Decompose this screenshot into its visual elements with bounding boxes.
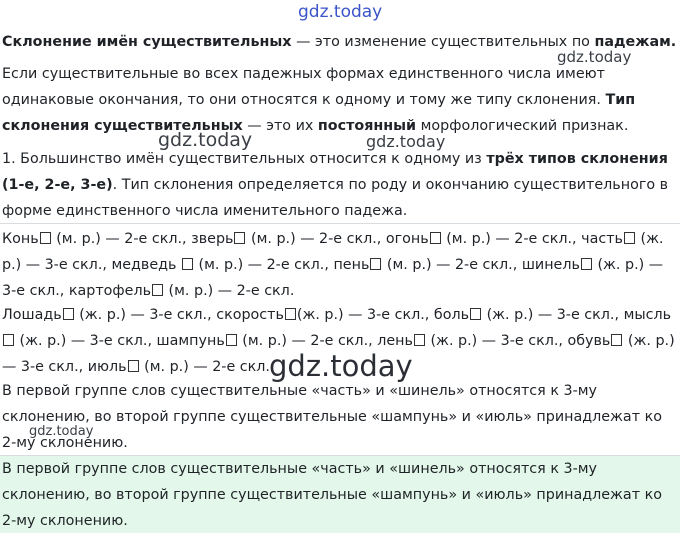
group2-item: мысль (ж. р.) — 3-е скл., [2, 307, 671, 349]
blank-box [128, 360, 139, 372]
watermark-a: gdz.today [557, 48, 632, 66]
endings-text: Если существительные во всех падежных формах единственного числа имеют одинаковые окончания, то они относятся к одному и тому же типу склонения. [2, 66, 606, 108]
endings-mid: — это их [242, 118, 318, 134]
group2-item: шампунь (м. р.) — 2-е скл., [156, 333, 378, 349]
blank-box [234, 232, 245, 244]
group2-item: обувь (ж. р.) — 3-е скл., [2, 333, 675, 375]
rule1-bold: трёх типов склонения (1-е, 2-е, 3-е) [2, 151, 668, 193]
endings-bold-constant: постоянный [317, 118, 417, 134]
rule1-end: . Тип склонения определяется по роду и окончанию существительного в форме единственного числа именительного падежа. [2, 177, 669, 219]
blank-box [611, 334, 622, 346]
group1-item: зверь (м. р.) — 2-е скл., [191, 231, 386, 247]
blank-box [3, 334, 14, 346]
blank-box [226, 334, 237, 346]
blank-box [414, 334, 425, 346]
answer-paragraph: В первой группе слов существительные «часть» и «шинель» относятся к 3-му склонению, во второй группе существительные «шампунь» и «июль» принадлежат ко 2-му склонению. [2, 383, 662, 451]
blank-box [182, 258, 193, 270]
definition-term: Склонение имён существительных [2, 34, 292, 50]
blank-box [624, 232, 635, 244]
answer-highlight-block: В первой группе слов существительные «часть» и «шинель» относятся к 3-му склонению, во второй группе существительные «шампунь» и «июль» принадлежат ко 2-му склонению. [0, 456, 680, 533]
definition-bold-end: падежам. [594, 34, 677, 50]
endings-bold-term: Тип склонения существительных [2, 92, 636, 134]
watermark-top: gdz.today [298, 2, 383, 22]
blank-box [581, 258, 592, 270]
group2-item: Лошадь (ж. р.) — 3-е скл., [2, 307, 217, 323]
group1-item: часть (ж. р.) — 3-е скл., [2, 231, 664, 273]
group2-item: июль (м. р.) — 2-е скл. [87, 359, 270, 375]
watermark-c: gdz.today [366, 132, 446, 151]
blank-box [470, 308, 481, 320]
group2-item: лень (ж. р.) — 3-е скл., [377, 333, 568, 349]
divider-top [0, 223, 680, 224]
blank-box [63, 308, 74, 320]
blank-box [40, 232, 51, 244]
watermark-b: gdz.today [158, 129, 253, 151]
rule1-start: 1. Большинство имён существительных относится к одному из [2, 151, 487, 167]
blank-box [430, 232, 441, 244]
group1-item: Конь (м. р.) — 2-е скл., [2, 231, 192, 247]
group2-item: боль (ж. р.) — 3-е скл., [433, 307, 624, 323]
watermark-large: gdz.today [269, 349, 413, 383]
rule1-paragraph [2, 146, 678, 224]
endings-end: морфологический признак. [416, 118, 629, 134]
endings-paragraph [2, 61, 678, 139]
blank-box [285, 308, 296, 320]
group1-paragraph [2, 226, 678, 304]
group1-item: пень (м. р.) — 2-е скл., [333, 257, 522, 273]
group2-item: скорость (ж. р.) — 3-е скл., [216, 307, 434, 323]
blank-box [370, 258, 381, 270]
group1-item: картофель (м. р.) — 2-е скл. [68, 283, 295, 299]
blank-box [152, 284, 163, 296]
group1-item: медведь (м. р.) — 2-е скл., [111, 257, 334, 273]
watermark-d: gdz.today [29, 424, 94, 439]
definition-text: — это изменение существительных по [291, 34, 595, 50]
group1-item: шинель (ж. р.) — 3-е скл., [2, 257, 664, 299]
group1-item: огонь (м. р.) — 2-е скл., [385, 231, 582, 247]
